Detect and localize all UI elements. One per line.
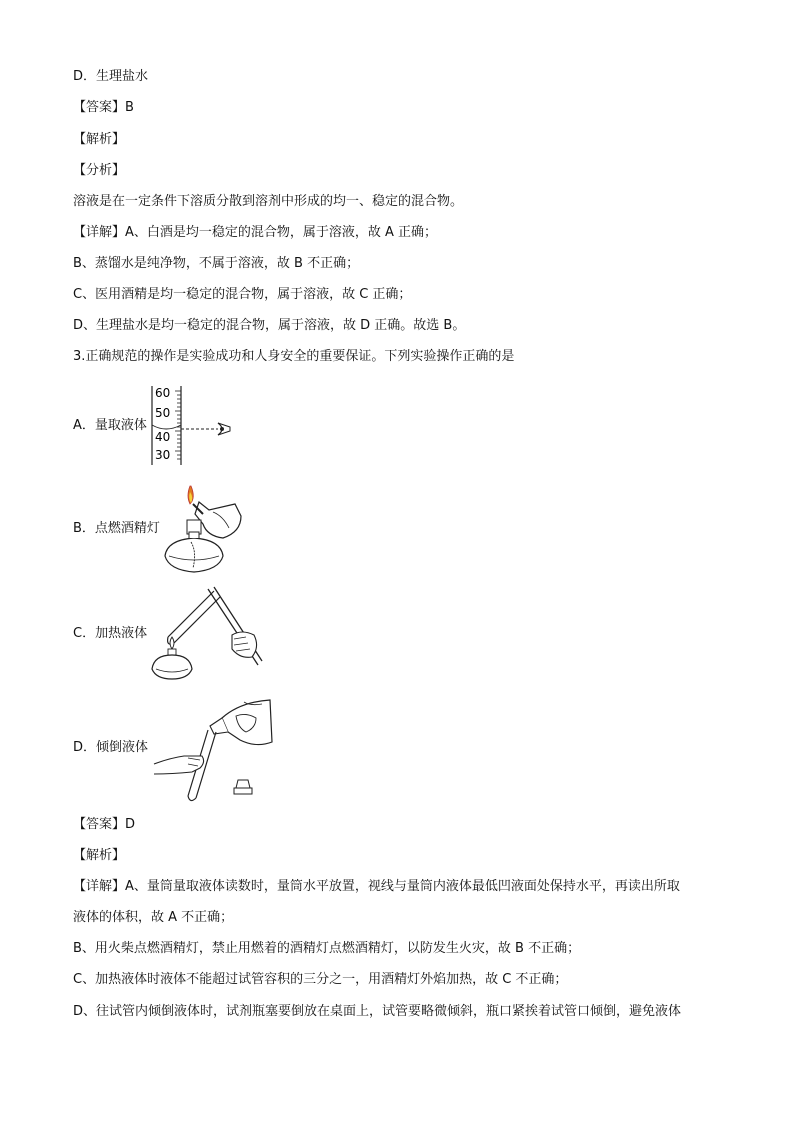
question-3: 3.正确规范的操作是实验成功和人身安全的重要保证。下列实验操作正确的是 xyxy=(73,349,515,364)
text-line: 【详解】A、白酒是均一稳定的混合物，属于溶液，故 A 正确； xyxy=(73,225,438,240)
tick-label-40: 40 xyxy=(155,430,171,444)
text-line: D、生理盐水是均一稳定的混合物，属于溶液，故 D 正确。故选 B。 xyxy=(73,318,466,333)
graduated-cylinder-figure xyxy=(148,383,238,469)
eye-icon xyxy=(218,423,230,435)
text-line: C、医用酒精是均一稳定的混合物，属于溶液，故 C 正确； xyxy=(73,287,412,302)
text-line: 液体的体积，故 A 不正确； xyxy=(73,910,234,925)
text-line: B、蒸馏水是纯净物，不属于溶液，故 B 不正确； xyxy=(73,256,360,271)
tick-label-50: 50 xyxy=(155,406,171,420)
option-a-label: A．量取液体 xyxy=(73,418,147,433)
analysis-label: 【解析】 xyxy=(73,132,126,147)
option-d-prev: D．生理盐水 xyxy=(73,69,149,84)
text-line: 【详解】A、量筒量取液体读数时，量筒水平放置，视线与量筒内液体最低凹液面处保持水平，再读出所取 xyxy=(73,879,680,894)
alcohol-lamp-figure xyxy=(163,484,245,576)
tick-label-60: 60 xyxy=(155,386,171,400)
option-d-label: D．倾倒液体 xyxy=(73,740,149,755)
analysis-sub-label: 【分析】 xyxy=(73,163,126,178)
text-line: 溶液是在一定条件下溶质分散到溶剂中形成的均一、稳定的混合物。 xyxy=(73,194,464,209)
option-c-label: C．加热液体 xyxy=(73,626,148,641)
pouring-liquid-figure xyxy=(152,696,276,804)
answer-label: 【答案】D xyxy=(73,817,136,832)
text-line: D、往试管内倾倒液体时，试剂瓶塞要倒放在桌面上，试管要略微倾斜，瓶口紧挨着试管口倾倒，避免液体 xyxy=(73,1004,682,1019)
text-line: B、用火柴点燃酒精灯，禁止用燃着的酒精灯点燃酒精灯，以防发生火灾，故 B 不正确； xyxy=(73,941,581,956)
tick-label-30: 30 xyxy=(155,448,171,462)
text-line: C、加热液体时液体不能超过试管容积的三分之一，用酒精灯外焰加热，故 C 不正确； xyxy=(73,972,568,987)
option-b-label: B．点燃酒精灯 xyxy=(73,521,160,536)
analysis-label: 【解析】 xyxy=(73,848,126,863)
heating-liquid-figure xyxy=(148,585,264,681)
answer-label: 【答案】B xyxy=(73,100,134,115)
